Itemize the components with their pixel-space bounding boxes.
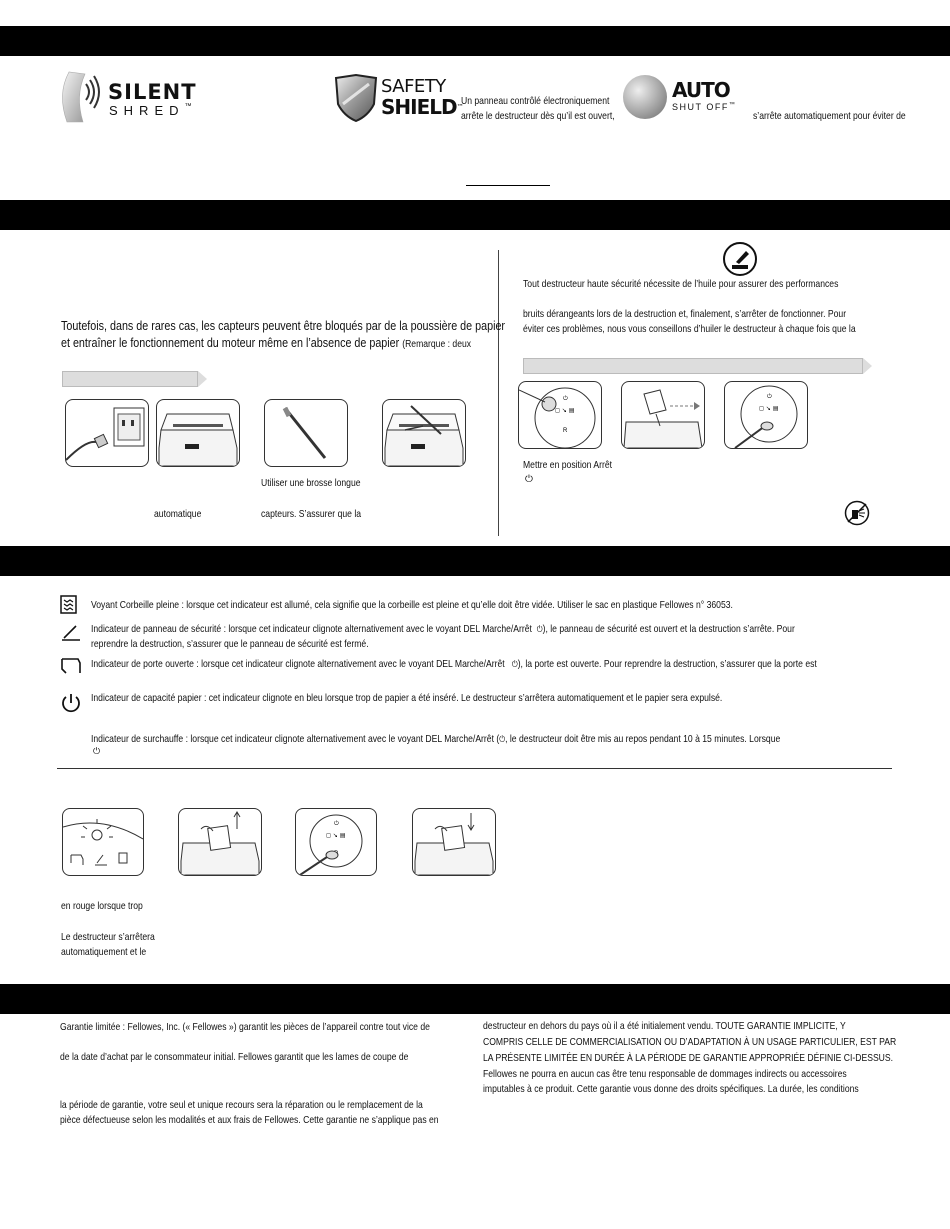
brush-icon <box>265 400 347 466</box>
warranty-left-3: la période de garantie, votre seul et unique recours sera la réparation ou le remplacement de la <box>60 1099 423 1111</box>
oil-steps-arrow <box>523 358 863 374</box>
section-bar-maintenance <box>0 200 950 230</box>
caption-capteurs: capteurs. S’assurer que la <box>261 508 362 520</box>
power-icon <box>60 692 82 714</box>
shield-icon <box>333 74 379 122</box>
oil-line-2: bruits dérangeants lors de la destruction et, finalement, s’arrêter de fonctionner. Pour <box>523 308 847 320</box>
oil-step-2-image <box>621 381 705 449</box>
silent-logo-word: SILENT <box>108 80 197 104</box>
caption-auto: automatique <box>154 508 202 520</box>
control-panel-rev-icon <box>725 382 807 448</box>
warranty-right-2: COMPRIS CELLE DE COMMERCIALISATION OU D’ADAPTATION À UN USAGE PARTICULIER, EST PAR <box>483 1036 897 1048</box>
control-panel-press-icon <box>296 809 376 875</box>
warranty-right-1: destructeur en dehors du pays où il a été initialement vendu. TOUTE GARANTIE IMPLICITE, Y <box>483 1020 846 1032</box>
indicator-panel-1: Indicateur de panneau de sécurité : lorsque cet indicateur clignote alternativement avec le voyant DEL Marche/Arrêt <box>91 623 532 635</box>
indicator-bin-full: Voyant Corbeille pleine : lorsque cet indicateur est allumé, cela signifie que la corbeille est pleine et qu’elle doit être vidée. Utiliser le sac en plastique Fellowes n° 36053. <box>91 599 733 611</box>
indicator-overheat-1b: , le destructeur doit être mis au repos pendant 10 à 15 minutes. Lorsque <box>505 733 781 745</box>
shredder-clean-icon <box>383 400 465 466</box>
section-bar-warranty <box>0 984 950 1014</box>
jam-caption-2: Le destructeur s’arrêtera <box>61 931 155 943</box>
indicator-door-1: Indicateur de porte ouverte : lorsque cet indicateur clignote alternativement avec le voyant DEL Marche/Arrêt <box>91 658 505 670</box>
jam-caption-1: en rouge lorsque trop <box>61 900 143 912</box>
indicator-door-1b: ), la porte est ouverte. Pour reprendre la destruction, s’assurer que la porte est <box>517 658 817 670</box>
silent-tm: ™ <box>184 103 192 110</box>
panel-label: R <box>563 428 568 434</box>
auto-shut-off-logo <box>622 74 752 124</box>
shield-logo-word: SHIELD <box>381 95 457 119</box>
svg-text:⏻: ⏻ <box>767 393 772 400</box>
oil-step-3-image <box>724 381 808 449</box>
safety-logo-word: SAFETY <box>381 76 446 97</box>
bin-full-icon <box>60 595 78 615</box>
feed-paper-icon <box>413 809 495 875</box>
warranty-right-5: imputables à ce produit. Cette garantie vous donne des droits spécifiques. La durée, les conditions <box>483 1083 859 1095</box>
indicator-panel-1b: ), le panneau de sécurité est ouvert et la destruction s’arrête. Pour <box>542 623 795 635</box>
warranty-left-1: Garantie limitée : Fellowes, Inc. (« Fellowes ») garantit les pièces de l’appareil contre tout vice de <box>60 1021 430 1033</box>
brush-step-image <box>264 399 348 467</box>
safety-text-1: Un panneau contrôlé électroniquement <box>461 95 610 107</box>
jam-caption-3: automatiquement et le <box>61 946 147 958</box>
sensors-note: (Remarque : deux <box>402 339 472 350</box>
caption-brush: Utiliser une brosse longue <box>261 477 361 489</box>
jam-step-1-image <box>62 808 144 876</box>
svg-text:◻ ↘ ▤: ◻ ↘ ▤ <box>555 407 575 414</box>
power-inline-icon-1: ⏻ <box>536 625 543 635</box>
power-inline-icon-2: ⏻ <box>511 660 518 670</box>
power-inline-icon-4: ⏻ <box>93 747 101 757</box>
svg-text:◻ ↘ ▤: ◻ ↘ ▤ <box>326 832 346 839</box>
auto-text: s’arrête automatiquement pour éviter de <box>753 110 906 122</box>
door-open-icon <box>60 655 82 675</box>
oil-bottle-icon <box>622 382 704 448</box>
safety-shield-logo <box>333 74 463 124</box>
jam-step-2-image <box>178 808 262 876</box>
oil-line-1: Tout destructeur haute sécurité nécessite de l’huile pour assurer des performances <box>523 278 839 290</box>
svg-text:⏻: ⏻ <box>334 820 339 827</box>
sensors-para-2: et entraîner le fonctionnement du moteur même en l’absence de papier <box>61 336 400 350</box>
shred-logo-word: SHRED <box>109 103 185 118</box>
shredder-head-icon <box>157 400 239 466</box>
shredder-top-image-2 <box>382 399 466 467</box>
silent-shred-logo <box>55 66 205 126</box>
no-aerosol-icon <box>844 500 870 526</box>
indicator-capacity: Indicateur de capacité papier : cet indicateur clignote en bleu lorsque trop de papier a été inséré. Le destructeur s’arrêtera automatiquement et le papier sera expulsé. <box>91 692 723 704</box>
auto-logo-word: AUTO <box>672 78 730 102</box>
shut-off-logo-word: SHUT OFF <box>672 102 729 112</box>
short-divider <box>466 185 550 186</box>
svg-text:◻ ↘ ▤: ◻ ↘ ▤ <box>759 405 779 412</box>
safety-text-2: arrête le destructeur dès qu’il est ouvert, <box>461 110 615 122</box>
jam-step-4-image <box>412 808 496 876</box>
safety-tm: ™ <box>456 103 463 111</box>
section-bar-indicators <box>0 546 950 576</box>
jam-step-3-image <box>295 808 377 876</box>
svg-text:⏻: ⏻ <box>563 395 568 402</box>
warranty-left-4: pièce défectueuse selon les modalités et aux frais de Fellowes. Cette garantie ne s’applique pas en <box>60 1114 439 1126</box>
column-divider <box>498 250 499 536</box>
unplug-step-image <box>65 399 149 467</box>
indicator-divider <box>57 768 892 769</box>
indicator-overheat-1: Indicateur de surchauffe : lorsque cet indicateur clignote alternativement avec le voyant DEL Marche/Arrêt ( <box>91 733 500 745</box>
sound-wave-icon <box>55 66 115 126</box>
power-off-icon: ⏻ <box>525 474 533 485</box>
oil-line-3: éviter ces problèmes, nous vous conseillons d’huiler le destructeur à chaque fois que la <box>523 323 856 335</box>
section-bar-features <box>0 26 950 56</box>
remove-paper-icon <box>179 809 261 875</box>
plug-outlet-icon <box>66 400 148 466</box>
caption-off: Mettre en position Arrêt <box>523 459 613 471</box>
safety-panel-icon <box>60 622 82 642</box>
oil-step-1-image <box>518 381 602 449</box>
warranty-left-2: de la date d’achat par le consommateur initial. Fellowes garantit que les lames de coupe de <box>60 1051 409 1063</box>
auto-tm: ™ <box>728 102 737 108</box>
control-panel-off-icon <box>519 382 601 448</box>
indicator-panel-2: reprendre la destruction, s’assurer que le panneau de sécurité est fermé. <box>91 638 369 650</box>
oil-icon <box>722 241 758 277</box>
sensors-para-1: Toutefois, dans de rares cas, les capteurs peuvent être bloqués par de la poussière de papier <box>61 319 506 333</box>
warranty-right-3: LA PRÉSENTE LIMITÉE EN DURÉE À LA PÉRIODE DE GARANTIE APPROPRIÉE DÉFINIE CI-DESSUS. <box>483 1052 894 1064</box>
flashing-led-icon <box>63 809 143 875</box>
sensors-steps-arrow <box>62 371 198 387</box>
power-inline-icon-3: ⏻ <box>499 735 506 745</box>
shredder-top-image-1 <box>156 399 240 467</box>
auto-off-icon <box>622 74 670 122</box>
warranty-right-4: Fellowes ne pourra en aucun cas être tenu responsable de dommages indirects ou accessoires <box>483 1068 847 1080</box>
